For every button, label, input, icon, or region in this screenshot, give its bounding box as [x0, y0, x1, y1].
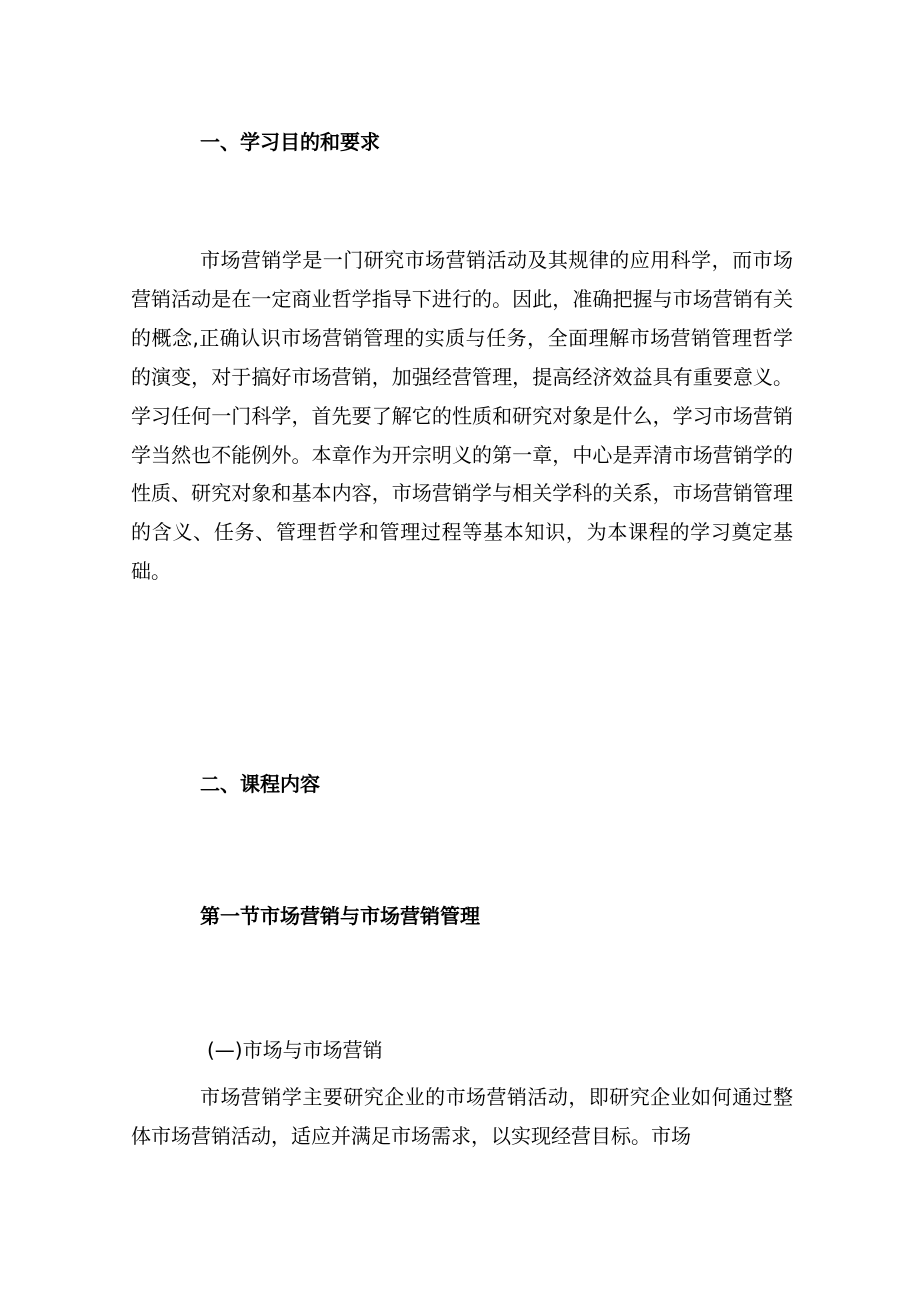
section-heading-course-content: 二、课程内容 [200, 772, 320, 796]
section-paragraph-learning-objectives: 市场营销学是一门研究市场营销活动及其规律的应用科学，而市场营销活动是在一定商业哲学指导下进行的。因此，准确把握与市场营销有关的概念,正确认识市场营销管理的实质与任务，全面理解市场营销管理哲学的演变，对于搞好市场营销，加强经营管理，提高经济效益具有重要意义。学习任何一门科学，首先要了解它的性质和研究对象是什么，学习市场营销学当然也不能例外。本章作为开宗明义的第一章，中心是弄清市场营销学的性质、研究对象和基本内容，市场营销学与相关学科的关系，市场营销管理的含义、任务、管理哲学和管理过程等基本知识，为本课程的学习奠定基础。 [131, 248, 793, 584]
section-heading-learning-objectives: 一、学习目的和要求 [200, 130, 380, 154]
chapter-heading-marketing-management: 第一节市场营销与市场营销管理 [200, 904, 480, 928]
subsection-heading-market: (—)市场与市场营销 [207, 1038, 383, 1062]
subsection-paragraph-market: 市场营销学主要研究企业的市场营销活动，即研究企业如何通过整体市场营销活动，适应并满足市场需求，以实现经营目标。市场 [131, 1085, 793, 1148]
